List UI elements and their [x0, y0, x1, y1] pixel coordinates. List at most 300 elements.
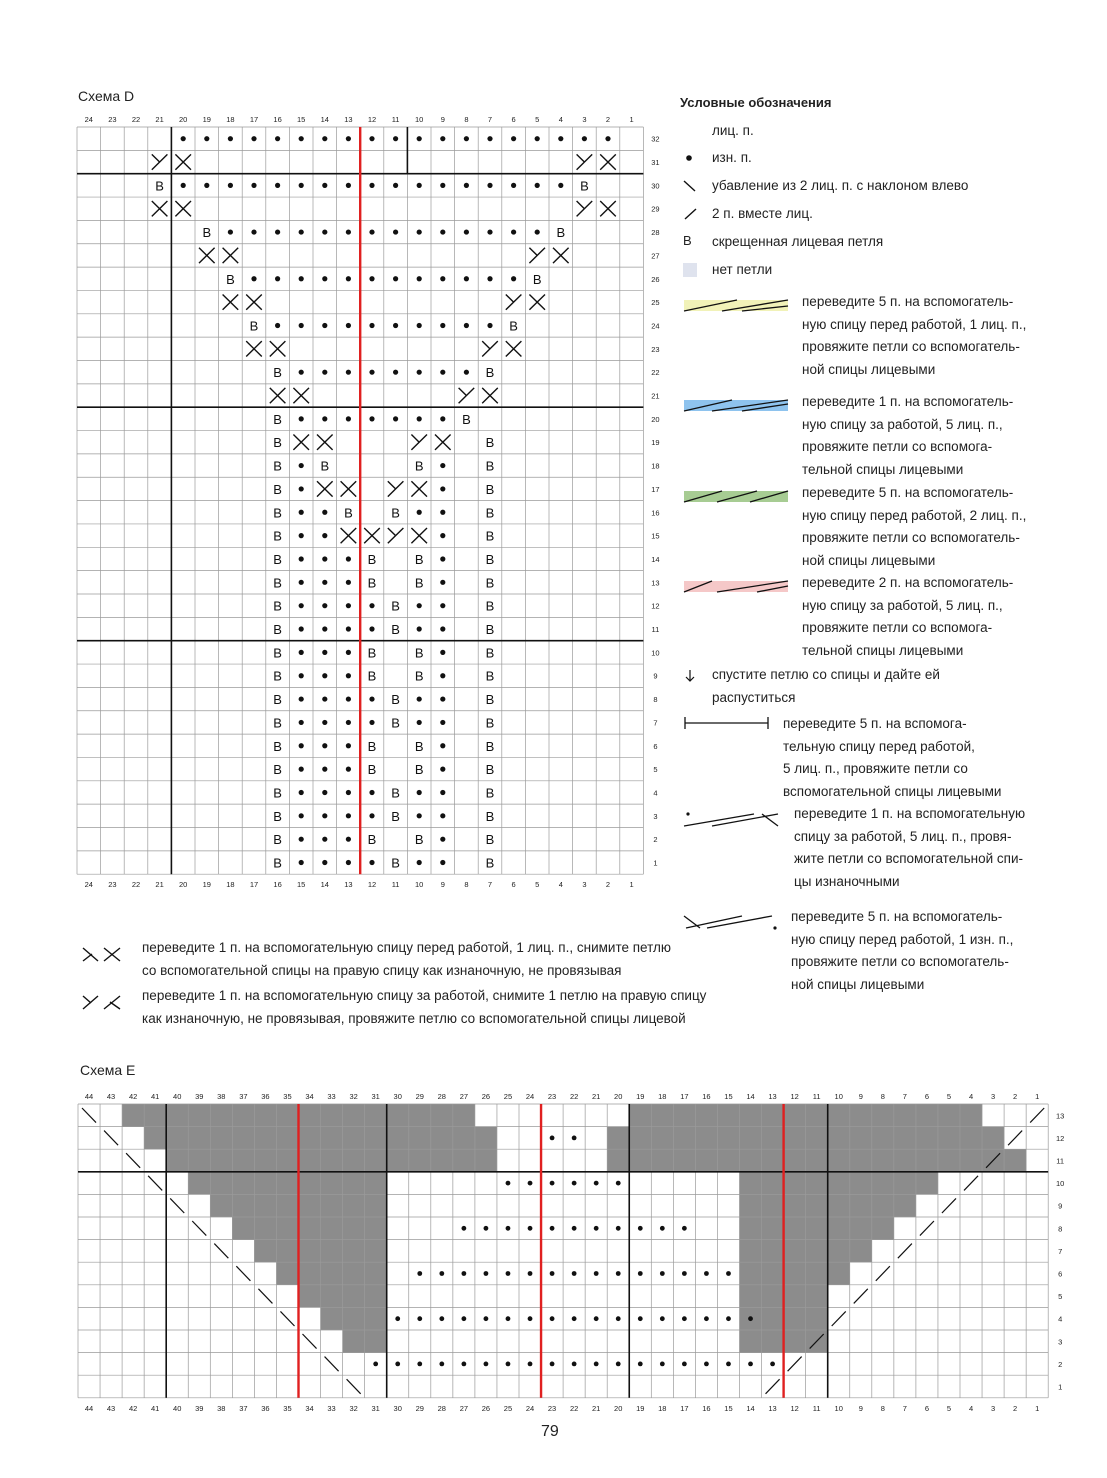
purl-dot [506, 1316, 511, 1321]
cross-symbol [388, 528, 396, 536]
col-label: 17 [249, 880, 259, 890]
purl-dot [393, 136, 398, 141]
b-symbol-icon: B [683, 233, 692, 248]
col-label: 16 [273, 115, 282, 124]
purl-dot [299, 790, 304, 795]
row-label: 17 [651, 484, 660, 494]
legend-text-cable-blue: переведите 1 п. на вспомогатель- ную спицу за работой, 5 лиц. п., провяжите петли со вспомога- тельной спицы лицевыми [802, 394, 1014, 477]
purl-dot [704, 1362, 709, 1367]
col-label: 40 [173, 1403, 182, 1413]
col-label: 11 [812, 1092, 821, 1101]
purl-dot [440, 813, 445, 818]
cable-green-icon [682, 484, 792, 508]
col-label: 34 [305, 1092, 314, 1101]
purl-dot [440, 556, 445, 561]
col-label: 21 [155, 115, 164, 124]
col-label: 40 [173, 1092, 182, 1101]
twisted-stitch: B [485, 435, 495, 451]
purl-dot [440, 650, 445, 655]
col-label: 28 [437, 1092, 446, 1101]
twisted-stitch: B [367, 645, 377, 661]
left-slant [192, 1221, 206, 1236]
row-label: 1 [1058, 1382, 1063, 1392]
purl-dot [461, 1362, 466, 1367]
purl-dot [322, 370, 327, 375]
col-label: 26 [481, 1403, 491, 1413]
col-label: 42 [128, 1403, 138, 1413]
purl-dot [346, 323, 351, 328]
drop-arrow-icon [682, 668, 698, 684]
purl-dot [439, 1362, 444, 1367]
purl-dot [275, 276, 280, 281]
legend-text-cable-yellow: переведите 5 п. на вспомогатель- ную спицу перед работой, 1 лиц. п., провяжите петли со вспомогатель- ной спицы лицевыми [802, 294, 1027, 377]
twisted-stitch: B [391, 785, 400, 801]
col-label: 24 [525, 1403, 535, 1413]
col-label: 30 [393, 1092, 402, 1101]
purl-dot [322, 650, 327, 655]
left-slant [236, 1266, 250, 1281]
col-label: 10 [415, 880, 424, 890]
purl-dot [528, 1181, 533, 1186]
purl-dot [417, 860, 422, 865]
purl-dot [417, 416, 422, 421]
col-label: 1 [629, 115, 634, 124]
row-label: 3 [1058, 1337, 1063, 1347]
purl-dot [393, 229, 398, 234]
purl-dot [594, 1271, 599, 1276]
col-label: 21 [592, 1092, 601, 1101]
twisted-stitch: B [485, 528, 495, 544]
row-label: 14 [651, 554, 660, 564]
row-label: 21 [651, 391, 660, 401]
twisted-stitch: B [485, 458, 495, 474]
twisted-stitch: B [202, 225, 212, 241]
twisted-stitch: B [485, 365, 495, 381]
purl-dot [346, 183, 351, 188]
twisted-stitch: B [485, 715, 495, 731]
chart-e [70, 1084, 1080, 1414]
twisted-stitch: B [273, 692, 282, 708]
purl-dot [204, 136, 209, 141]
purl-dot [181, 136, 186, 141]
purl-dot [484, 1316, 489, 1321]
purl-dot [322, 556, 327, 561]
purl-dot [369, 720, 374, 725]
legend-text-cable-dot-right: переведите 5 п. на вспомогатель- ную спицу перед работой, 1 изн. п., провяжите петли со вспомогатель- ной спицы лицевыми [791, 909, 1014, 992]
row-label: 7 [653, 718, 658, 728]
purl-dot [322, 720, 327, 725]
twisted-stitch: B [273, 598, 282, 614]
purl-dot [440, 533, 445, 538]
col-label: 36 [261, 1092, 270, 1101]
purl-dot [572, 1181, 577, 1186]
purl-dot [417, 370, 422, 375]
col-label: 14 [320, 880, 329, 890]
col-label: 34 [305, 1403, 314, 1413]
purl-dot [346, 767, 351, 772]
purl-dot [440, 626, 445, 631]
col-label: 9 [440, 115, 445, 124]
twisted-stitch: B [485, 645, 495, 661]
left-slant [325, 1357, 339, 1372]
twisted-stitch: B [367, 738, 377, 754]
col-label: 25 [503, 1092, 513, 1101]
cable-pink-icon [682, 574, 792, 598]
col-label: 6 [511, 115, 516, 124]
purl-dot [228, 183, 233, 188]
purl-dot [373, 1362, 378, 1367]
purl-dot [299, 580, 304, 585]
left-slant [104, 1131, 118, 1146]
twisted-stitch: B [391, 855, 400, 871]
col-label: 4 [558, 880, 563, 890]
left-slant [347, 1379, 361, 1394]
purl-dot [322, 860, 327, 865]
purl-dot [369, 813, 374, 818]
twisted-stitch: B [391, 692, 400, 708]
col-label: 7 [487, 115, 493, 124]
twisted-stitch: B [485, 808, 495, 824]
purl-dot [748, 1316, 753, 1321]
purl-dot [440, 696, 445, 701]
purl-dot [346, 556, 351, 561]
col-label: 1 [1035, 1403, 1040, 1413]
purl-dot [440, 370, 445, 375]
col-label: 41 [151, 1092, 160, 1101]
twisted-stitch: B [414, 645, 424, 661]
twisted-stitch: B [485, 598, 495, 614]
purl-dot [558, 136, 563, 141]
purl-dot [726, 1362, 731, 1367]
purl-dot [299, 556, 304, 561]
purl-dot [395, 1316, 400, 1321]
twisted-stitch: B [273, 411, 282, 427]
purl-dot [487, 323, 492, 328]
col-label: 44 [84, 1403, 94, 1413]
purl-dot [511, 136, 516, 141]
no-stitch-cell [321, 1307, 387, 1330]
twisted-stitch: B [273, 505, 282, 521]
twisted-stitch: B [391, 622, 400, 638]
col-label: 3 [582, 880, 587, 890]
left-slant [258, 1289, 272, 1304]
purl-dot [251, 183, 256, 188]
cross-yx-icon [80, 992, 124, 1012]
col-label: 19 [202, 115, 211, 124]
col-label: 31 [371, 1403, 380, 1413]
col-label: 24 [84, 880, 93, 890]
purl-dot [550, 1136, 555, 1141]
row-label: 13 [651, 578, 660, 588]
twisted-stitch: B [485, 855, 495, 871]
cross-symbol [577, 154, 585, 162]
page-number: 79 [541, 1423, 559, 1440]
row-label: 9 [653, 671, 658, 681]
twisted-stitch: B [556, 225, 566, 241]
purl-dot [299, 860, 304, 865]
col-label: 3 [990, 1092, 996, 1101]
cross-symbol [506, 294, 514, 302]
purl-dot [726, 1316, 731, 1321]
purl-dot [550, 1362, 555, 1367]
purl-dot [528, 1226, 533, 1231]
col-label: 35 [283, 1092, 292, 1101]
col-label: 20 [179, 880, 188, 890]
purl-dot [704, 1271, 709, 1276]
purl-dot [299, 533, 304, 538]
twisted-stitch: B [273, 528, 282, 544]
col-label: 8 [464, 880, 469, 890]
col-label: 29 [415, 1403, 424, 1413]
purl-dot [417, 229, 422, 234]
no-stitch-icon [683, 263, 697, 277]
purl-dot [605, 136, 610, 141]
purl-dot [616, 1181, 621, 1186]
row-label: 4 [653, 788, 658, 798]
purl-dot [461, 1316, 466, 1321]
purl-dot [484, 1226, 489, 1231]
purl-dot [682, 1271, 687, 1276]
col-label: 5 [946, 1403, 952, 1413]
purl-dot [528, 1362, 533, 1367]
col-label: 23 [547, 1403, 557, 1413]
purl-dot [440, 510, 445, 515]
purl-dot [439, 1271, 444, 1276]
twisted-stitch: B [414, 832, 424, 848]
col-label: 8 [464, 115, 469, 124]
col-label: 14 [320, 115, 329, 124]
legend-text-ssk: убавление из 2 лиц. п. с наклоном влево [712, 178, 969, 193]
twisted-stitch: B [273, 808, 282, 824]
col-label: 22 [569, 1403, 579, 1413]
purl-dot [440, 860, 445, 865]
col-label: 21 [155, 880, 164, 890]
twisted-stitch: B [391, 598, 400, 614]
purl-dot [346, 696, 351, 701]
col-label: 6 [511, 880, 516, 890]
col-label: 27 [459, 1092, 469, 1101]
purl-dot [487, 183, 492, 188]
col-label: 15 [724, 1092, 733, 1101]
col-label: 2 [605, 115, 611, 124]
col-label: 17 [249, 115, 259, 124]
purl-dot [299, 650, 304, 655]
row-label: 11 [1056, 1156, 1065, 1166]
left-slant [303, 1334, 317, 1349]
col-label: 10 [415, 115, 424, 124]
col-label: 19 [636, 1403, 645, 1413]
legend-text-knit: лиц. п. [712, 123, 754, 138]
col-label: 14 [746, 1403, 755, 1413]
col-label: 7 [487, 880, 493, 890]
col-label: 9 [858, 1092, 863, 1101]
purl-dot [346, 673, 351, 678]
left-slant [126, 1153, 140, 1168]
purl-dot [369, 370, 374, 375]
col-label: 10 [834, 1092, 843, 1101]
twisted-stitch: B [273, 668, 282, 684]
col-label: 16 [702, 1092, 711, 1101]
purl-dot [726, 1271, 731, 1276]
row-label: 16 [651, 508, 660, 518]
purl-dot [528, 1316, 533, 1321]
twisted-stitch: B [226, 271, 235, 287]
purl-dot [528, 1271, 533, 1276]
purl-dot [417, 136, 422, 141]
purl-dot [369, 183, 374, 188]
legend-text-cable-green: переведите 5 п. на вспомогатель- ную спицу перед работой, 2 лиц. п., провяжите петли со вспомогатель- ной спицы лицевыми [802, 485, 1027, 568]
col-label: 20 [179, 115, 188, 124]
col-label: 27 [459, 1403, 469, 1413]
purl-dot [660, 1226, 665, 1231]
legend-text-cable-pink: переведите 2 п. на вспомогатель- ную спицу за работой, 5 лиц. п., провяжите петли со вспомога- тельной спицы лицевыми [802, 575, 1014, 658]
row-label: 6 [1058, 1269, 1063, 1279]
purl-dot [535, 183, 540, 188]
col-label: 35 [283, 1403, 292, 1413]
col-label: 16 [273, 880, 282, 890]
row-label: 8 [1058, 1224, 1063, 1234]
no-stitch-cell [740, 1262, 850, 1285]
purl-dot [511, 229, 516, 234]
col-label: 5 [535, 880, 540, 890]
purl-dot [299, 370, 304, 375]
purl-dot [299, 603, 304, 608]
purl-dot [322, 790, 327, 795]
col-label: 7 [902, 1403, 907, 1413]
col-label: 18 [226, 115, 235, 124]
right-slant [920, 1221, 934, 1236]
col-label: 18 [658, 1403, 667, 1413]
purl-dot [393, 276, 398, 281]
col-label: 13 [768, 1092, 777, 1101]
purl-dot [660, 1316, 665, 1321]
twisted-stitch: B [273, 551, 282, 567]
purl-dot [506, 1181, 511, 1186]
col-label: 11 [391, 880, 400, 890]
cross-symbol [411, 435, 419, 443]
twisted-stitch: B [273, 762, 282, 778]
purl-dot [417, 626, 422, 631]
purl-dot [582, 136, 587, 141]
purl-dot [346, 650, 351, 655]
purl-dot [299, 323, 304, 328]
no-stitch-cell [276, 1262, 386, 1285]
twisted-stitch: B [273, 481, 282, 497]
purl-dot [299, 136, 304, 141]
row-label: 22 [651, 368, 660, 378]
row-label: 1 [653, 858, 658, 868]
twisted-stitch: B [367, 762, 377, 778]
purl-dot [417, 1362, 422, 1367]
col-label: 18 [658, 1092, 667, 1101]
cable-dot-right-icon [682, 908, 782, 932]
cable-yellow-icon [682, 293, 792, 317]
purl-dot [299, 229, 304, 234]
purl-dot [251, 229, 256, 234]
purl-dot [594, 1316, 599, 1321]
purl-dot [299, 673, 304, 678]
legend-text-cable-dot-left: переведите 1 п. на вспомогательную спицу за работой, 5 лиц. п., провя- жите петли со вспомогательной спи- цы изнаночными [794, 806, 1026, 889]
purl-dot [506, 1226, 511, 1231]
no-stitch-cell [188, 1172, 386, 1195]
purl-dot [322, 696, 327, 701]
purl-dot [440, 136, 445, 141]
purl-dot [322, 183, 327, 188]
col-label: 25 [503, 1403, 513, 1413]
twisted-stitch: B [273, 622, 282, 638]
col-label: 5 [946, 1092, 952, 1101]
purl-dot [535, 136, 540, 141]
left-slant [170, 1198, 184, 1213]
left-slant [214, 1244, 228, 1259]
purl-dot [417, 510, 422, 515]
twisted-stitch: B [414, 762, 424, 778]
col-label: 12 [790, 1403, 799, 1413]
legend-text-k2tog: 2 п. вместе лиц. [712, 206, 813, 221]
twisted-stitch: B [485, 668, 495, 684]
purl-dot [572, 1271, 577, 1276]
twisted-stitch: B [367, 832, 377, 848]
col-label: 22 [131, 880, 141, 890]
purl-dot [638, 1226, 643, 1231]
col-label: 2 [605, 880, 611, 890]
twisted-stitch: B [414, 668, 424, 684]
purl-dot [511, 276, 516, 281]
twisted-stitch: B [273, 365, 282, 381]
cross-xx-icon [80, 944, 124, 964]
col-label: 30 [393, 1403, 402, 1413]
left-slant-icon [682, 178, 698, 194]
pattern-cell [1026, 1149, 1048, 1172]
twisted-stitch: B [485, 832, 495, 848]
purl-dot [346, 229, 351, 234]
col-label: 23 [547, 1092, 557, 1101]
col-label: 13 [344, 115, 353, 124]
purl-dot [275, 136, 280, 141]
purl-dot [346, 370, 351, 375]
chart-d [70, 108, 670, 908]
purl-dot [487, 276, 492, 281]
purl-dot [440, 837, 445, 842]
twisted-stitch: B [532, 271, 542, 287]
purl-dot [322, 743, 327, 748]
col-label: 13 [768, 1403, 777, 1413]
purl-dot [299, 463, 304, 468]
purl-dot [440, 673, 445, 678]
purl-dot [322, 673, 327, 678]
no-stitch-cell [740, 1172, 938, 1195]
purl-dot [417, 603, 422, 608]
cross-symbol [459, 388, 467, 396]
col-label: 4 [968, 1403, 974, 1413]
twisted-stitch: B [273, 738, 282, 754]
row-label: 5 [1058, 1292, 1063, 1302]
purl-dot [299, 416, 304, 421]
cable-blue-icon [682, 393, 792, 417]
col-label: 32 [349, 1403, 358, 1413]
col-label: 21 [592, 1403, 601, 1413]
purl-dot [369, 229, 374, 234]
legend-text-cable-bar: переведите 5 п. на вспомога- тельную спицу перед работой, 5 лиц. п., провяжите петли со вспомогательной спицы лицевыми [783, 716, 1002, 799]
row-label: 25 [651, 298, 660, 308]
right-slant [964, 1176, 978, 1191]
twisted-stitch: B [249, 318, 259, 334]
purl-dot [440, 603, 445, 608]
right-slant [854, 1289, 868, 1304]
purl-dot [369, 323, 374, 328]
purl-dot [346, 790, 351, 795]
purl-dot [461, 1226, 466, 1231]
